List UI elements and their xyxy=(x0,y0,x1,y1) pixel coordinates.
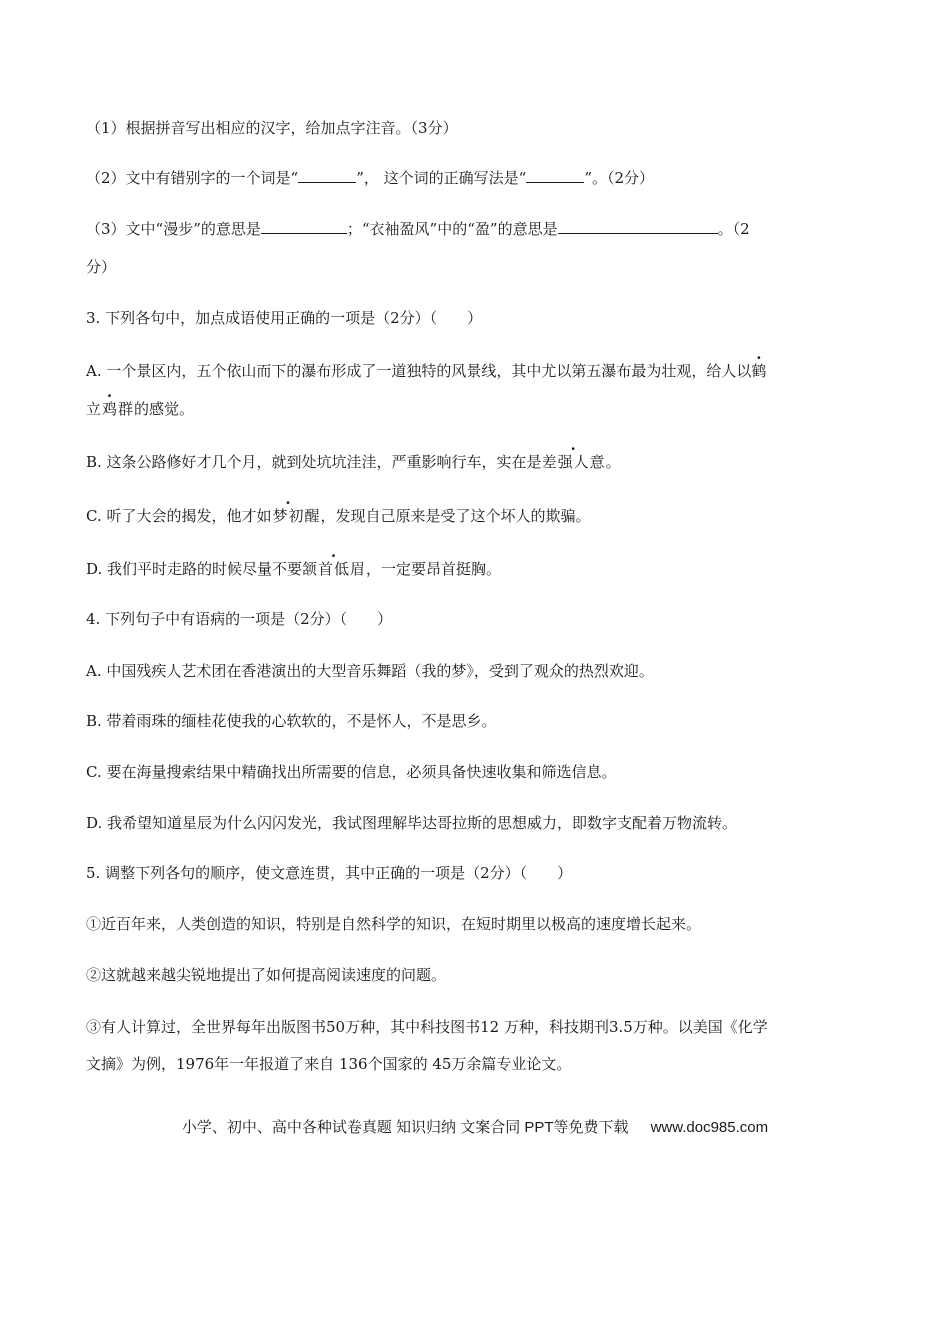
question-3-option-d xyxy=(86,559,501,579)
option-a-text-end: 的感觉。 xyxy=(134,400,195,418)
dotted-idiom: 如梦初醒 xyxy=(256,507,321,525)
answer-blank xyxy=(526,168,584,183)
sub3-text-b: ；“衣袖盈风”中的“盈”的意思是 xyxy=(346,220,558,238)
dotted-idiom: 立鸡群 xyxy=(86,400,135,418)
option-c-text-end: ，发现自己原来是受了这个坏人的欺骗。 xyxy=(320,507,591,525)
option-a-text: A. 一个景区内，五个依山而下的瀑布形成了一道独特的风景线，其中尤以第五瀑布最为壮观，给人以 xyxy=(86,362,752,380)
footer-link[interactable]: www.doc985.com xyxy=(650,1119,769,1136)
question-3-option-a-line2 xyxy=(86,399,194,419)
sub2-text-c: ”。（2分） xyxy=(584,169,655,187)
option-c-text: C. 听了大会的揭发，他才 xyxy=(86,507,257,525)
option-d-text-end: ，一定要昂首挺胸。 xyxy=(366,560,502,578)
page-footer xyxy=(0,1116,950,1137)
question-4-stem: 4. 下列句子中有语病的一项是（2分）（ ） xyxy=(86,610,393,628)
dotted-idiom: 颔首低眉 xyxy=(302,560,367,578)
footer-text: 小学、初中、高中各种试卷真题 知识归纳 文案合同 PPT等免费下载 xyxy=(181,1119,629,1136)
question-4-option-c: C. 要在海量搜索结果中精确找出所需要的信息，必须具备快速收集和筛选信息。 xyxy=(86,763,617,781)
answer-blank xyxy=(261,219,347,234)
question-3-option-a-line1 xyxy=(86,361,766,381)
sub2-text-a: （2）文中有错别字的一个词是“ xyxy=(86,169,299,187)
question-2-sub-2 xyxy=(86,168,654,188)
question-3-option-c xyxy=(86,506,591,526)
question-3-stem: 3. 下列各句中，加点成语使用正确的一项是（2分）（ ） xyxy=(86,309,483,327)
sub2-text-b: ”， 这个词的正确写法是“ xyxy=(356,169,527,187)
question-5-sentence-2: ②这就越来越尖锐地提出了如何提高阅读速度的问题。 xyxy=(86,966,447,984)
answer-blank xyxy=(298,168,356,183)
dotted-char: 鹤 xyxy=(751,362,767,380)
dotted-idiom: 差强人意 xyxy=(541,453,606,471)
question-4-option-d: D. 我希望知道星辰为什么闪闪发光，我试图理解毕达哥拉斯的思想威力，即数字支配着万物流转。 xyxy=(86,814,738,832)
option-b-text-end: 。 xyxy=(605,453,621,471)
question-4-option-a: A. 中国残疾人艺术团在香港演出的大型音乐舞蹈（我的梦》，受到了观众的热烈欢迎。 xyxy=(86,662,654,680)
question-2-sub-3-wrap: 分） xyxy=(86,258,117,276)
sub3-text-a: （3）文中“漫步”的意思是 xyxy=(86,220,261,238)
answer-blank xyxy=(558,219,718,234)
option-b-text: B. 这条公路修好才几个月，就到处坑坑洼洼，严重影响行车，实在是 xyxy=(86,453,542,471)
sub3-text-c: 。（2 xyxy=(717,220,750,238)
question-2-sub-3 xyxy=(86,219,750,239)
option-d-text: D. 我们平时走路的时候尽量不要 xyxy=(86,560,303,578)
question-5-sentence-3-line1: ③有人计算过，全世界每年出版图书50万种，其中科技图书12 万种，科技期刊3.5万种。以美国《化学 xyxy=(86,1018,768,1036)
question-2-sub-1: （1）根据拼音写出相应的汉字，给加点字注音。（3分） xyxy=(86,119,458,137)
question-5-sentence-3-line2: 文摘》为例，1976年一年报道了来自 136个国家的 45万余篇专业论文。 xyxy=(86,1055,572,1073)
question-3-option-b xyxy=(86,452,621,472)
question-4-option-b: B. 带着雨珠的缅桂花使我的心软软的，不是怀人，不是思乡。 xyxy=(86,712,497,730)
question-5-sentence-1: ①近百年来，人类创造的知识，特别是自然科学的知识，在短时期里以极高的速度增长起来。 xyxy=(86,915,702,933)
question-5-stem: 5. 调整下列各句的顺序，使文意连贯，其中正确的一项是（2分）（ ） xyxy=(86,864,573,882)
